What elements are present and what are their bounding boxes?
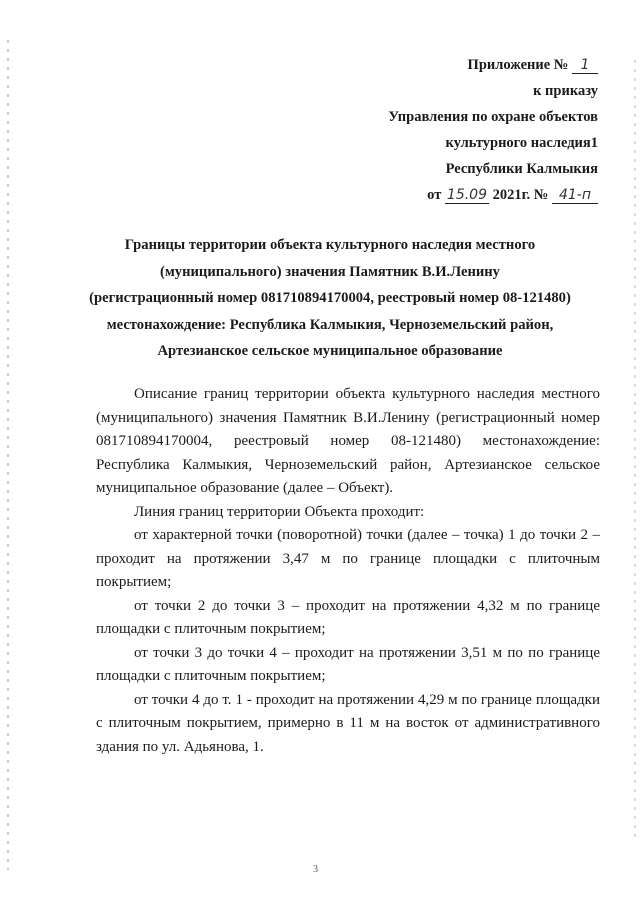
appendix-header <box>268 52 598 208</box>
order-date: 15.09 <box>446 187 488 203</box>
title-line-5: Артезианское сельское муниципальное образование <box>157 343 503 359</box>
year-label: 2021г. № <box>492 187 549 203</box>
description-paragraph: Описание границ территории объекта культурного наследия местного (муниципального) значения Памятник В.И.Ленину (регистрационный номер 081710894170004, реестровый номер 08-121480) местонахождение: Республика Калмыкия, Черноземельский район, Артезианское сельское муниципальное образование (далее – Объект). <box>96 386 600 496</box>
republic-line: Республики Калмыкия <box>445 161 598 177</box>
date-prefix: от <box>427 187 442 203</box>
document-title <box>60 232 600 365</box>
appendix-number-line <box>268 52 598 78</box>
appendix-number: 1 <box>572 57 598 74</box>
order-date-line <box>268 182 598 208</box>
title-line-2: (муниципального) значения Памятник В.И.Ленину <box>160 263 500 280</box>
boundary-segment-2-3: от точки 2 до точки 3 – проходит на протяжении 4,32 м по границе площадки с плиточным покрытием; <box>96 597 600 637</box>
department-line: Управления по охране объектов <box>388 109 598 125</box>
scan-edge-right <box>634 60 636 840</box>
title-line-3: (регистрационный номер 081710894170004, реестровый номер 08-121480) <box>89 290 571 306</box>
title-line-4: местонахождение: Республика Калмыкия, Черноземельский район, <box>106 316 554 333</box>
boundary-intro-paragraph: Линия границ территории Объекта проходит: <box>134 503 425 520</box>
order-number: 41-п <box>552 187 598 204</box>
heritage-line: культурного наследия1 <box>445 135 598 151</box>
document-body <box>96 383 600 759</box>
scan-edge-left <box>7 40 9 870</box>
page-number: 3 <box>313 864 318 875</box>
boundary-segment-3-4: от точки 3 до точки 4 – проходит на протяжении 3,51 м по по границе площадки с плиточным покрытием; <box>96 644 600 684</box>
appendix-label: Приложение № <box>467 57 569 73</box>
to-order-line: к приказу <box>533 83 598 99</box>
title-line-1: Границы территории объекта культурного наследия местного <box>124 237 536 253</box>
boundary-segment-4-1: от точки 4 до т. 1 - проходит на протяжении 4,29 м по границе площадки с плиточным покрытием, примерно в 11 м на восток от административного здания по ул. Адьянова, 1. <box>96 691 600 755</box>
boundary-segment-1-2: от характерной точки (поворотной) точки (далее – точка) 1 до точки 2 –проходит на протяжении 3,47 м по границе площадки с плиточным покрытием; <box>96 527 600 590</box>
